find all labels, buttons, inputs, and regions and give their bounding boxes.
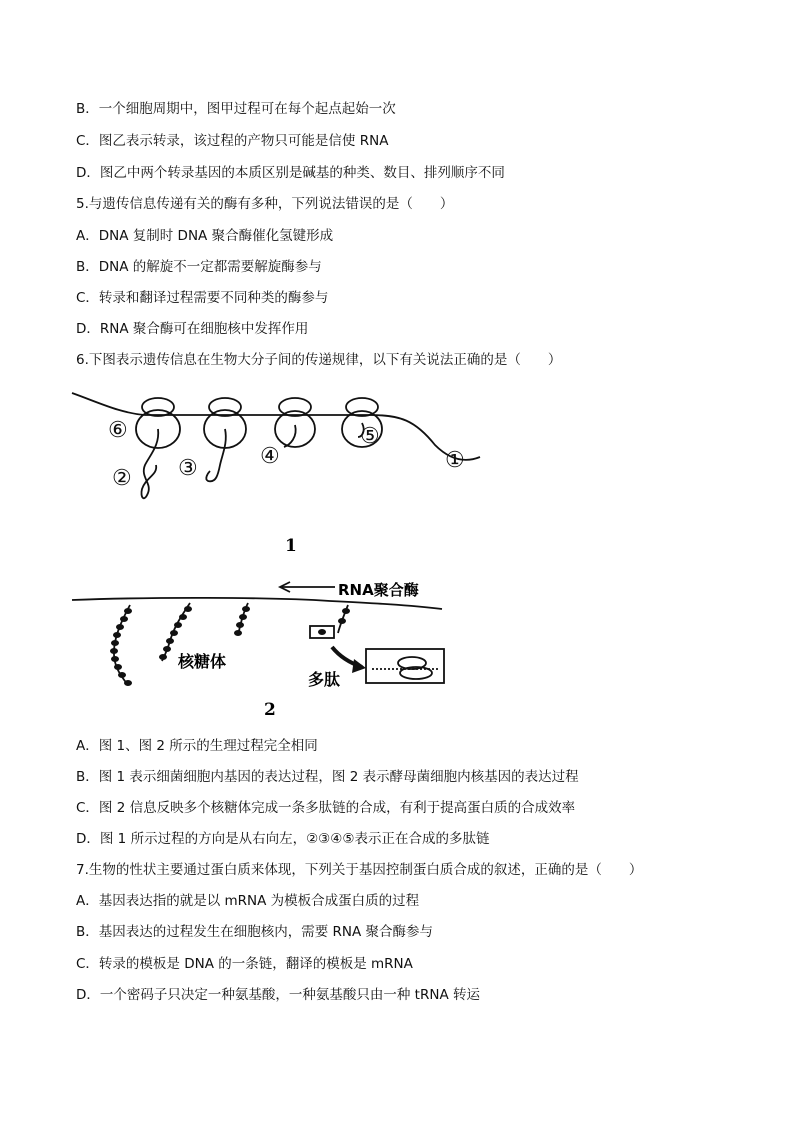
q5-option-d: D．RNA 聚合酶可在细胞核中发挥作用 <box>76 321 309 337</box>
polypeptide-chain <box>206 429 226 481</box>
label-3: ③ <box>178 456 198 481</box>
dna-strand <box>72 598 442 609</box>
q6-option-d: D．图 1 所示过程的方向是从右向左，②③④⑤表示正在合成的多肽链 <box>76 831 490 847</box>
figure-1-drawing <box>70 385 500 560</box>
q7-option-c: C．转录的模板是 DNA 的一条链，翻译的模板是 mRNA <box>76 956 413 972</box>
q4-option-b: B．一个细胞周期中，图甲过程可在每个起点起始一次 <box>76 101 396 117</box>
q5-stem: 5.与遗传信息传递有关的酶有多种，下列说法错误的是（ ） <box>76 196 454 212</box>
label-5: ⑤ <box>360 424 380 449</box>
q7-option-d: D．一个密码子只决定一种氨基酸，一种氨基酸只由一种 tRNA 转运 <box>76 987 480 1003</box>
rna-polymerase-label: RNA聚合酶 <box>338 581 419 599</box>
figure-2 <box>70 575 470 725</box>
figure-1 <box>70 385 500 560</box>
label-6: ⑥ <box>108 418 128 443</box>
q4-option-d: D．图乙中两个转录基因的本质区别是碱基的种类、数目、排列顺序不同 <box>76 165 505 181</box>
label-2: ② <box>112 466 132 491</box>
figure-1-caption: 1 <box>285 536 297 556</box>
label-4: ④ <box>260 444 280 469</box>
polypeptide-chain <box>284 425 296 447</box>
q4-option-c: C．图乙表示转录，该过程的产物只可能是信使 RNA <box>76 133 389 149</box>
q6-stem: 6.下图表示遗传信息在生物大分子间的传递规律，以下有关说法正确的是（ ） <box>76 352 562 368</box>
q6-option-c: C．图 2 信息反映多个核糖体完成一条多肽链的合成，有利于提高蛋白质的合成效率 <box>76 800 576 816</box>
polypeptide-label: 多肽 <box>308 670 341 689</box>
q5-option-a: A．DNA 复制时 DNA 聚合酶催化氢键形成 <box>76 228 334 244</box>
ribosome-label: 核糖体 <box>178 652 227 671</box>
q5-option-c: C．转录和翻译过程需要不同种类的酶参与 <box>76 290 329 306</box>
polypeptide-chain <box>141 429 158 498</box>
q5-option-b: B．DNA 的解旋不一定都需要解旋酶参与 <box>76 259 322 275</box>
q7-option-b: B．基因表达的过程发生在细胞核内，需要 RNA 聚合酶参与 <box>76 924 434 940</box>
label-1: ① <box>445 448 465 473</box>
figure-2-drawing <box>70 575 470 725</box>
figure-2-caption: 2 <box>264 700 276 720</box>
q6-option-b: B．图 1 表示细菌细胞内基因的表达过程，图 2 表示酵母菌细胞内核基因的表达过程 <box>76 769 579 785</box>
q7-option-a: A．基因表达指的就是以 mRNA 为模板合成蛋白质的过程 <box>76 893 420 909</box>
q7-stem: 7.生物的性状主要通过蛋白质来体现，下列关于基因控制蛋白质合成的叙述，正确的是（ ） <box>76 862 643 878</box>
q6-option-a: A．图 1、图 2 所示的生理过程完全相同 <box>76 738 318 754</box>
